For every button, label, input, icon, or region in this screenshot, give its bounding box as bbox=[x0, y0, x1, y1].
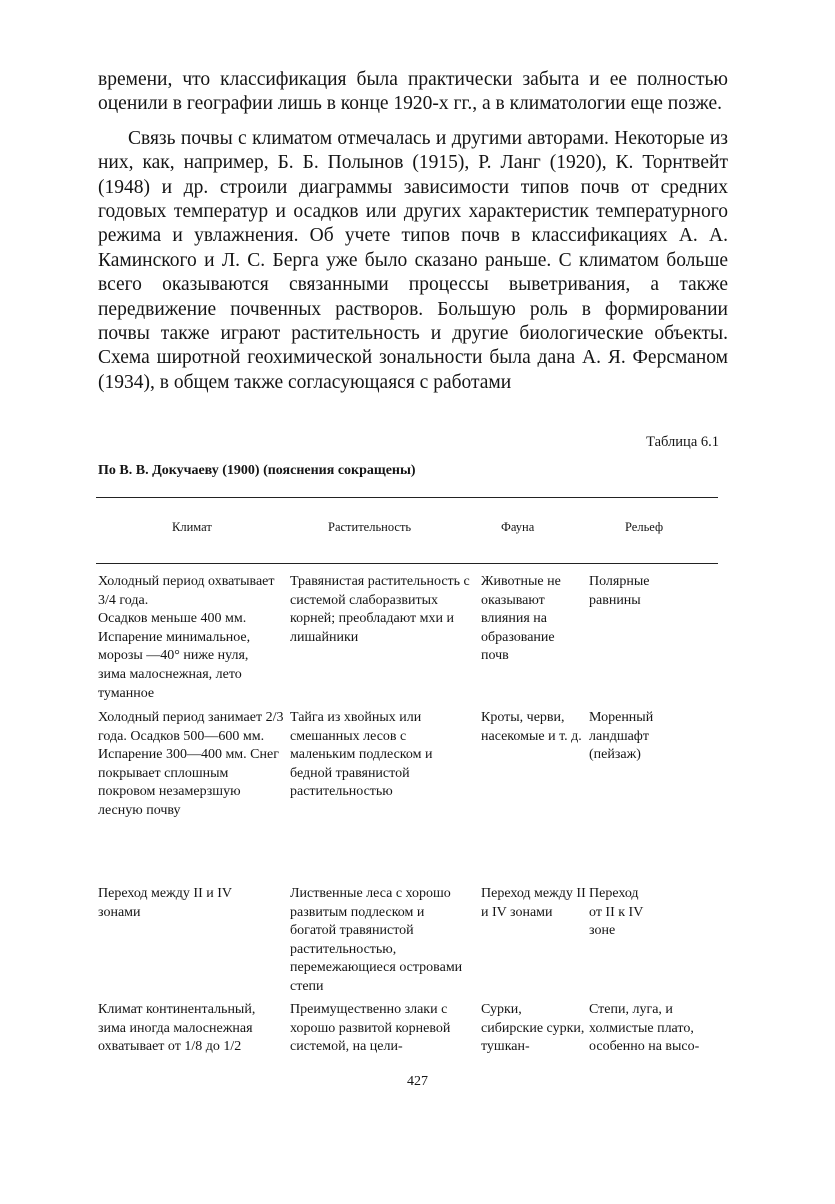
table-label: Таблица 6.1 bbox=[646, 434, 719, 450]
header-vegetation: Растительность bbox=[328, 520, 412, 534]
header-relief: Рельеф bbox=[625, 520, 664, 534]
table-cell-climate: Климат континентальный, зима иногда малоснежная охватывает от 1/8 до 1/2 bbox=[98, 1002, 256, 1055]
paragraph-2: Связь почвы с климатом отмечалась и другими авторами. Некоторые из них, как, например, Б. Б. Полынов (1915), Р. Ланг (1920), К. Торнтвейт (1948) и др. строили диаграммы зависимости типов почв от средних годовых температур и осадков или других характеристик температурного режима и увлажнения. Об учете типов почв в классификациях А. А. Каминского и Л. С. Берга уже было сказано раньше. С климатом больше всего оказываются связанными процессы выветривания, а также передвижение почвенных растворов. Большую роль в формировании почвы также играют растительность и другие биологические объекты. Схема широтной геохимической зональности была дана А. Я. Ферсманом (1934), в общем также согласующаяся с работами bbox=[98, 127, 728, 393]
table-cell-fauna: Кроты, черви, насекомые и т. д. bbox=[481, 710, 582, 744]
table-top-rule bbox=[96, 497, 718, 498]
table-cell-relief: Переход от II к IV зоне bbox=[589, 886, 644, 939]
table-cell-fauna: Переход между II и IV зонами bbox=[481, 886, 586, 920]
table-cell-relief: Полярные равнины bbox=[589, 574, 650, 608]
body-text bbox=[98, 68, 728, 395]
table-cell-climate: Холодный период охватывает 3/4 года. Осадков меньше 400 мм. Испарение минимальное, морозы —40° ниже нуля, зима малоснежная, лето туманное bbox=[98, 574, 275, 701]
table-cell-vegetation: Травянистая растительность с системой слаборазвитых корней; преобладают мхи и лишайники bbox=[290, 574, 470, 645]
table-cell-climate: Холодный период занимает 2/3 года. Осадков 500—600 мм. Испарение 300—400 мм. Снег покрывает сплошным покровом незамерзшую лесную почву bbox=[98, 710, 284, 818]
table-cell-fauna: Сурки, сибирские сурки, тушкан- bbox=[481, 1002, 585, 1055]
header-climate: Климат bbox=[172, 520, 212, 534]
table-header-row bbox=[0, 520, 835, 544]
table-cell-vegetation: Преимущественно злаки с хорошо развитой корневой системой, на цели- bbox=[290, 1002, 451, 1055]
table-header-rule bbox=[96, 563, 718, 564]
paragraph-1: времени, что классификация была практически забыта и ее полностью оценили в географии лишь в конце 1920-х гг., а в климатологии еще позже. bbox=[98, 69, 728, 115]
table-cell-climate: Переход между II и IV зонами bbox=[98, 886, 232, 920]
table-cell-fauna: Животные не оказывают влияния на образование почв bbox=[481, 574, 561, 664]
table-cell-relief: Степи, луга, и холмистые плато, особенно на высо- bbox=[589, 1002, 700, 1055]
page-number: 427 bbox=[407, 1074, 428, 1089]
table-cell-relief: Моренный ландшафт (пейзаж) bbox=[589, 710, 654, 763]
header-fauna: Фауна bbox=[501, 520, 535, 534]
table-title: По В. В. Докучаеву (1900) (пояснения сокращены) bbox=[98, 463, 416, 478]
table-cell-vegetation: Тайга из хвойных или смешанных лесов с маленьким подлеском и бедной травянистой растительностью bbox=[290, 710, 433, 800]
table-cell-vegetation: Лиственные леса с хорошо развитым подлеском и богатой травянистой растительностью, перемежающиеся островами степи bbox=[290, 886, 463, 994]
